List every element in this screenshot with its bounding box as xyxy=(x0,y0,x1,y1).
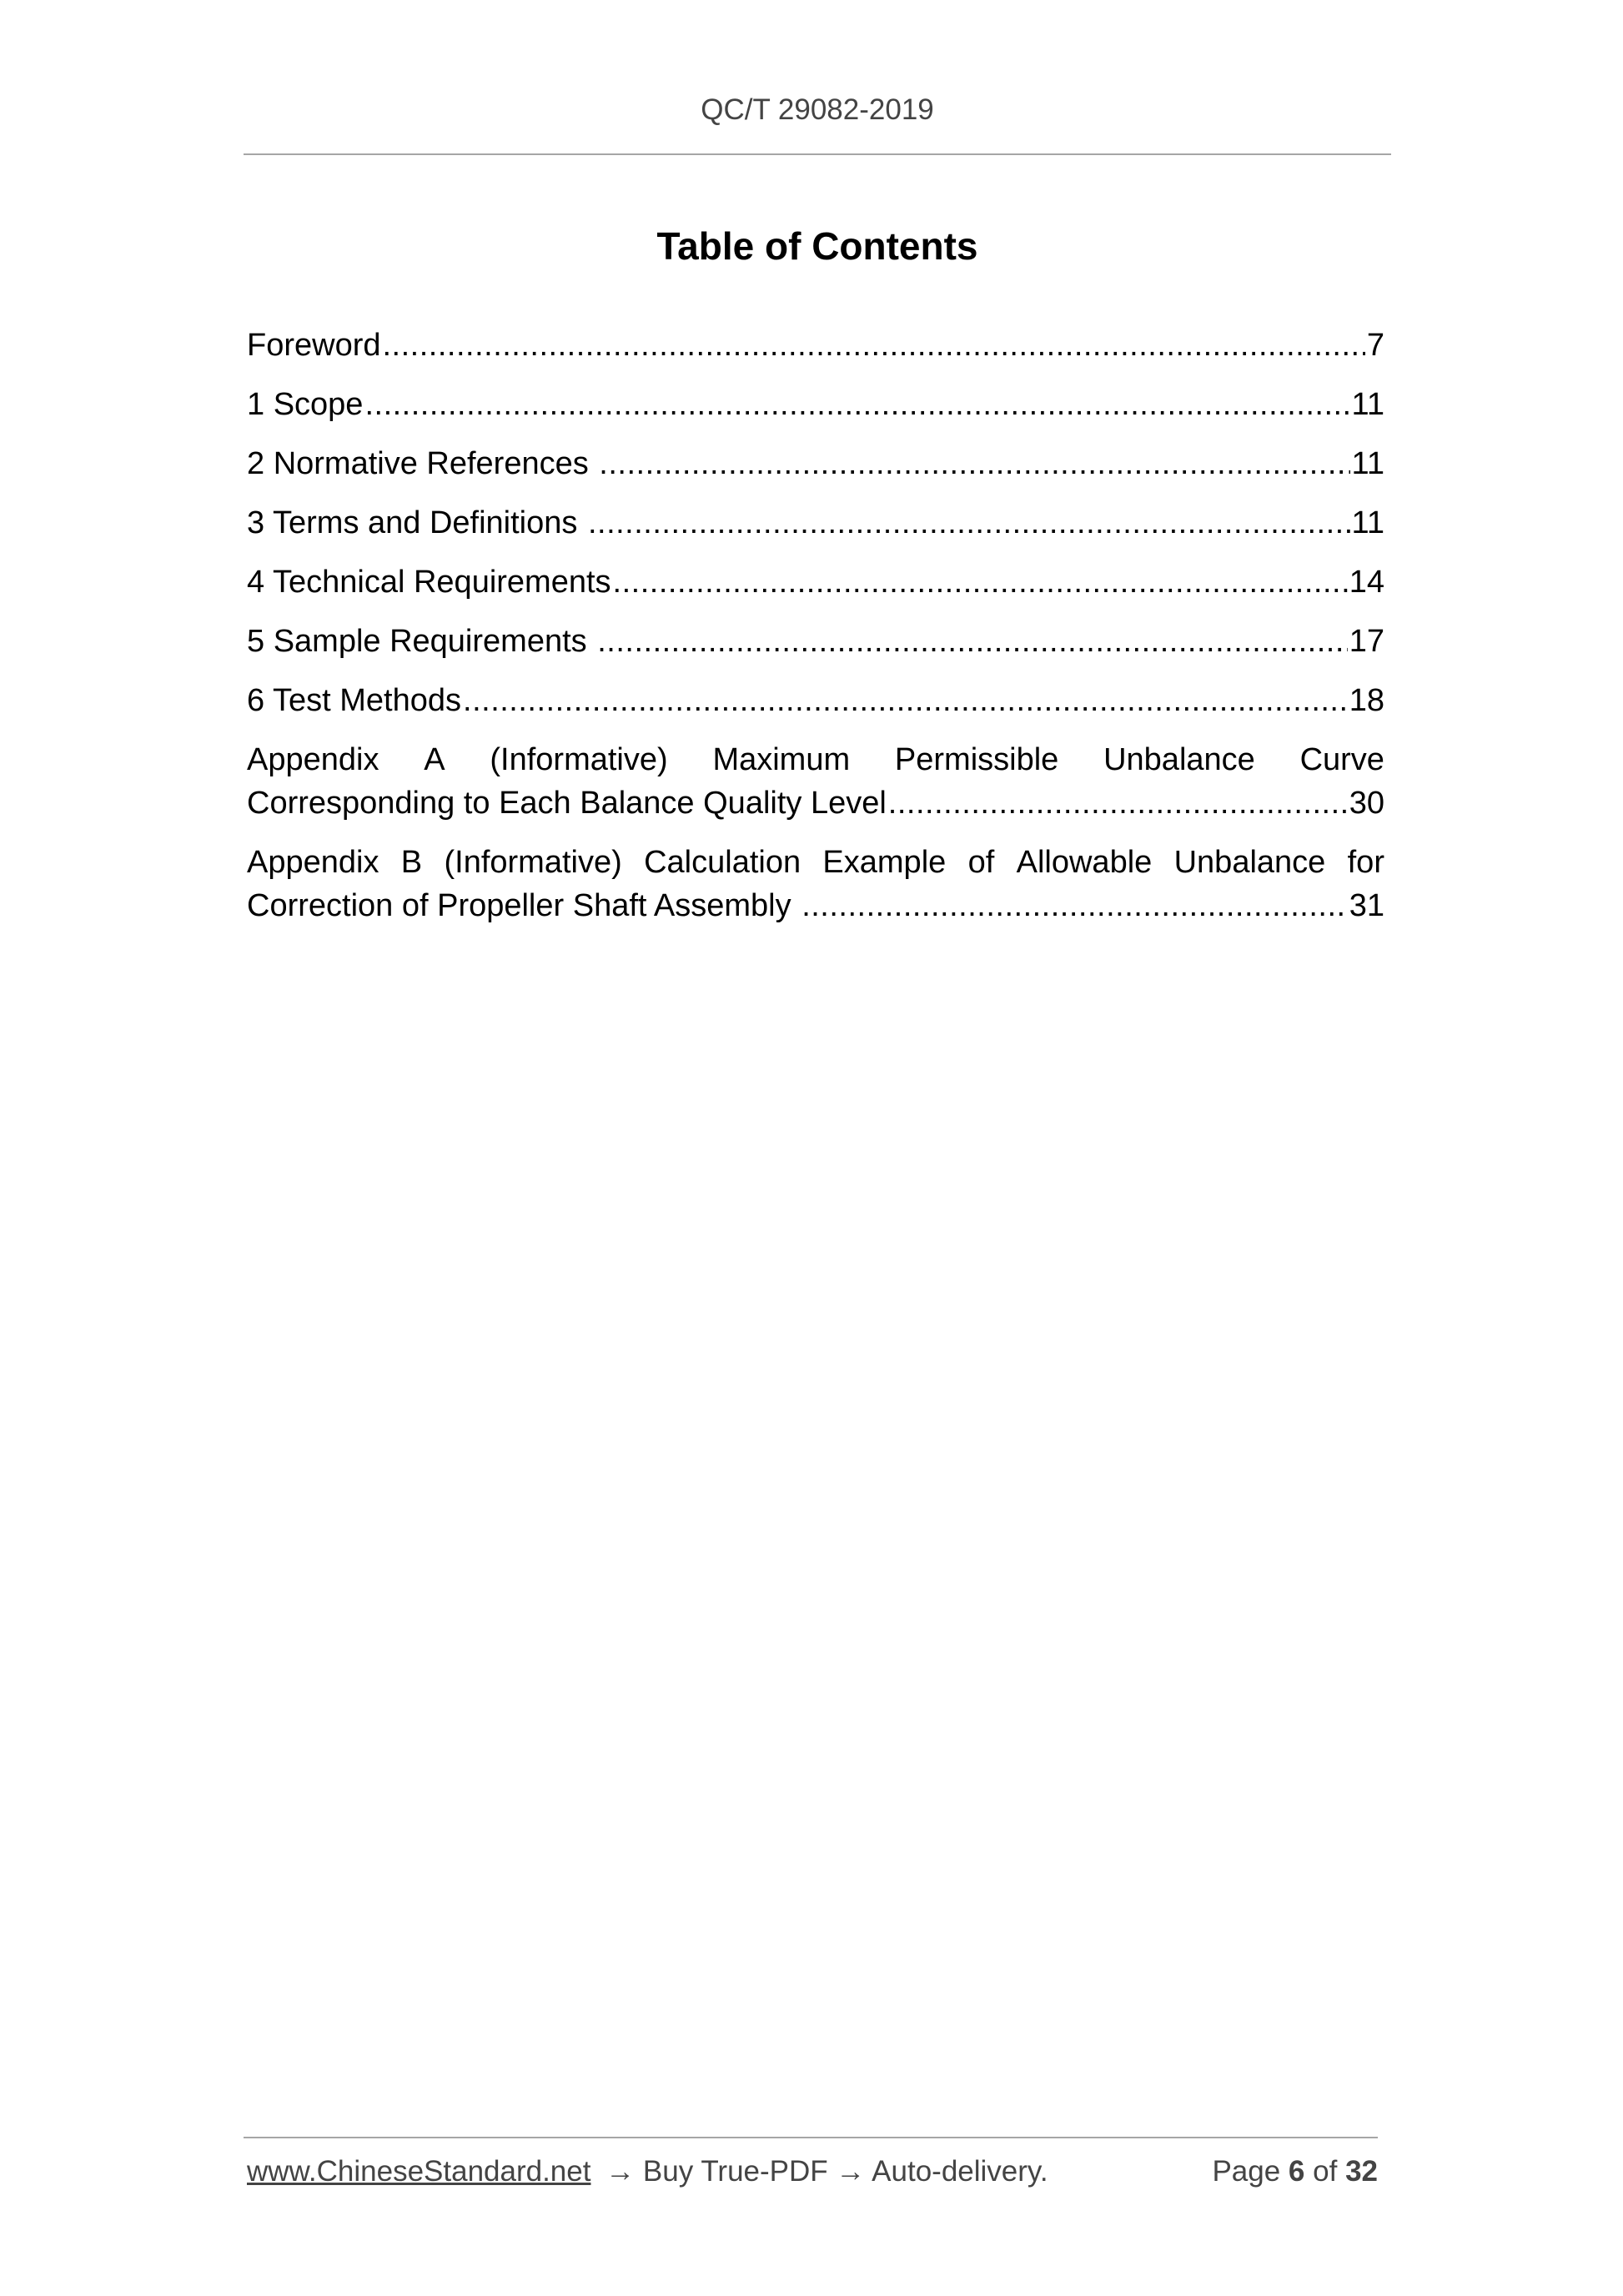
word: Unbalance xyxy=(1173,845,1326,880)
toc-entry-title-line1 xyxy=(247,841,1384,884)
page-indicator xyxy=(1212,2155,1378,2188)
toc-entry-appendix-b[interactable] xyxy=(247,841,1384,927)
word: (Informative) xyxy=(490,742,668,777)
toc-entry-foreword[interactable] xyxy=(247,324,1384,367)
running-header: QC/T 29082-2019 xyxy=(701,93,934,126)
dot-leader xyxy=(888,781,1348,825)
toc-entry-title: 1 Scope xyxy=(247,387,364,422)
word: Permissible xyxy=(894,742,1059,777)
word: Example xyxy=(822,845,947,880)
toc-title: Table of Contents xyxy=(656,224,978,268)
toc-entry-title-line2: Corresponding to Each Balance Quality Level xyxy=(247,786,887,821)
toc-entry-title: 5 Sample Requirements xyxy=(247,624,596,659)
word: Appendix xyxy=(247,742,379,777)
word: B xyxy=(400,845,423,880)
toc-entry-title-line2: Correction of Propeller Shaft Assembly xyxy=(247,888,801,923)
toc-entry-technical-requirements[interactable] xyxy=(247,560,1384,604)
toc-entry-page: 17 xyxy=(1349,624,1384,659)
toc-entry-title-line1 xyxy=(247,738,1384,781)
page-word: Page xyxy=(1212,2155,1281,2188)
word: Allowable xyxy=(1016,845,1153,880)
toc-entry-page: 30 xyxy=(1349,786,1384,821)
toc-entry-title: Foreword xyxy=(247,328,381,363)
header-divider xyxy=(244,153,1391,155)
word: Calculation xyxy=(644,845,801,880)
toc-entry-title: 3 Terms and Definitions xyxy=(247,505,586,540)
dot-leader xyxy=(383,324,1365,367)
toc-entry-page: 11 xyxy=(1351,387,1384,422)
word: Unbalance xyxy=(1103,742,1255,777)
of-word: of xyxy=(1313,2155,1338,2188)
dot-leader xyxy=(613,560,1348,604)
word: A xyxy=(424,742,445,777)
toc-entry-appendix-a[interactable] xyxy=(247,738,1384,825)
footer-promo-text: → Buy True-PDF → Auto-delivery. xyxy=(605,2155,1048,2188)
table-of-contents xyxy=(247,324,1384,943)
website-link[interactable]: www.ChineseStandard.net xyxy=(247,2155,591,2188)
toc-entry-title: 4 Technical Requirements xyxy=(247,565,611,600)
word: for xyxy=(1347,845,1384,880)
toc-entry-scope[interactable] xyxy=(247,383,1384,426)
dot-leader xyxy=(597,620,1348,663)
word: Curve xyxy=(1299,742,1384,777)
toc-entry-page: 7 xyxy=(1366,328,1384,363)
footer-promo xyxy=(247,2155,1048,2188)
toc-entry-page: 11 xyxy=(1351,446,1384,481)
toc-entry-normative-references[interactable] xyxy=(247,442,1384,485)
dot-leader xyxy=(801,884,1348,927)
page-footer xyxy=(247,2155,1378,2188)
dot-leader xyxy=(463,679,1348,722)
word: Appendix xyxy=(247,845,379,880)
dot-leader xyxy=(364,383,1349,426)
toc-entry-page: 18 xyxy=(1349,683,1384,718)
toc-entry-title: 2 Normative References xyxy=(247,446,598,481)
total-pages-number: 32 xyxy=(1345,2155,1378,2188)
word: of xyxy=(967,845,995,880)
footer-divider xyxy=(244,2137,1378,2138)
toc-entry-test-methods[interactable] xyxy=(247,679,1384,722)
toc-entry-page: 11 xyxy=(1351,505,1384,540)
toc-entry-page: 14 xyxy=(1349,565,1384,600)
word: (Informative) xyxy=(444,845,622,880)
toc-entry-title: 6 Test Methods xyxy=(247,683,462,718)
dot-leader xyxy=(599,442,1349,485)
toc-entry-page: 31 xyxy=(1349,888,1384,923)
toc-entry-sample-requirements[interactable] xyxy=(247,620,1384,663)
dot-leader xyxy=(588,501,1350,545)
word: Maximum xyxy=(712,742,851,777)
toc-entry-terms-and-definitions[interactable] xyxy=(247,501,1384,545)
current-page-number: 6 xyxy=(1288,2155,1305,2188)
